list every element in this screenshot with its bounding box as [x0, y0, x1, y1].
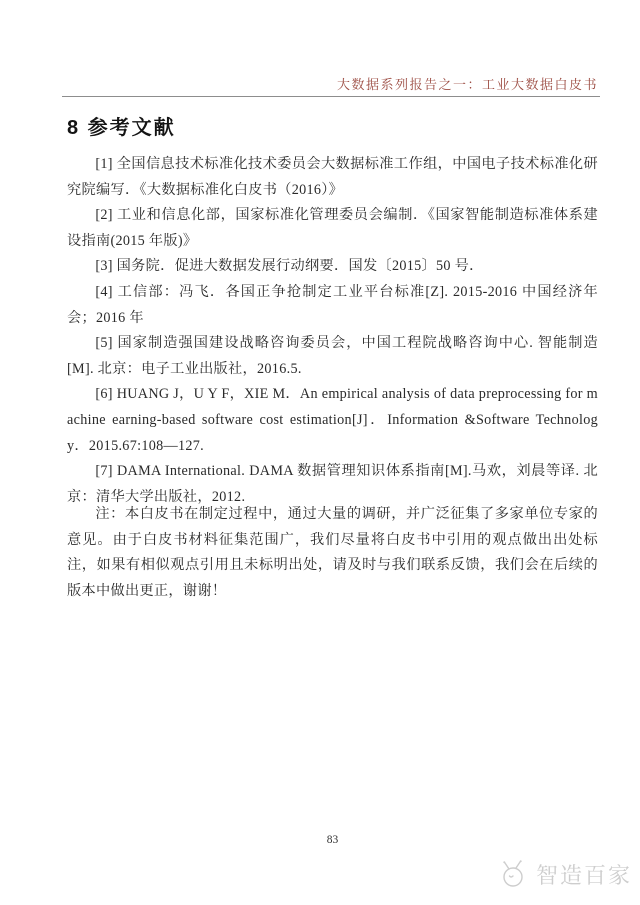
note-paragraph: [67, 502, 598, 604]
reference-item: [2] 工业和信息化部，国家标准化管理委员会编制．《国家智能制造标准体系建设指南(2015 年版)》: [67, 207, 598, 249]
reference-item: [1] 全国信息技术标准化技术委员会大数据标准工作组，中国电子技术标准化研究院编写．《大数据标准化白皮书（2016）》: [67, 156, 598, 198]
watermark-text: 智造百家: [535, 862, 632, 888]
watermark: [497, 858, 632, 890]
reference-item: [3] 国务院．促进大数据发展行动纲要．国发〔2015〕50 号．: [95, 258, 484, 275]
note-text: 注：本白皮书在制定过程中，通过大量的调研，并广泛征集了多家单位专家的意见。由于白皮书材料征集范围广，我们尽量将白皮书中引用的观点做出出处标注，如果有相似观点引用且未标明出处，请及时与我们联系反馈，我们会在后续的版本中做出更正，谢谢！: [67, 506, 598, 599]
reference-item: [6] HUANG J，U Y F，XIE M．An empirical analysis of data preprocessing for machine earning-based software cost estimation[J]．Information &Software Technology．2015.67:108—127.: [67, 386, 598, 454]
header-divider: [62, 96, 600, 97]
section-title: 8 参考文献: [67, 117, 176, 139]
references-list: [67, 152, 598, 510]
reference-item: [7] DAMA International. DAMA 数据管理知识体系指南[M].马欢，刘晨等译. 北京：清华大学出版社，2012.: [67, 463, 598, 505]
snail-logo-icon: [497, 858, 529, 890]
page-header: 大数据系列报告之一：工业大数据白皮书: [336, 77, 598, 92]
reference-item: [5] 国家制造强国建设战略咨询委员会，中国工程院战略咨询中心. 智能制造[M]. 北京：电子工业出版社，2016.5.: [67, 335, 598, 377]
reference-item: [4] 工信部：冯飞．各国正争抢制定工业平台标准[Z]. 2015-2016 中国经济年会；2016 年: [67, 283, 598, 326]
page-number: 83: [326, 834, 339, 846]
